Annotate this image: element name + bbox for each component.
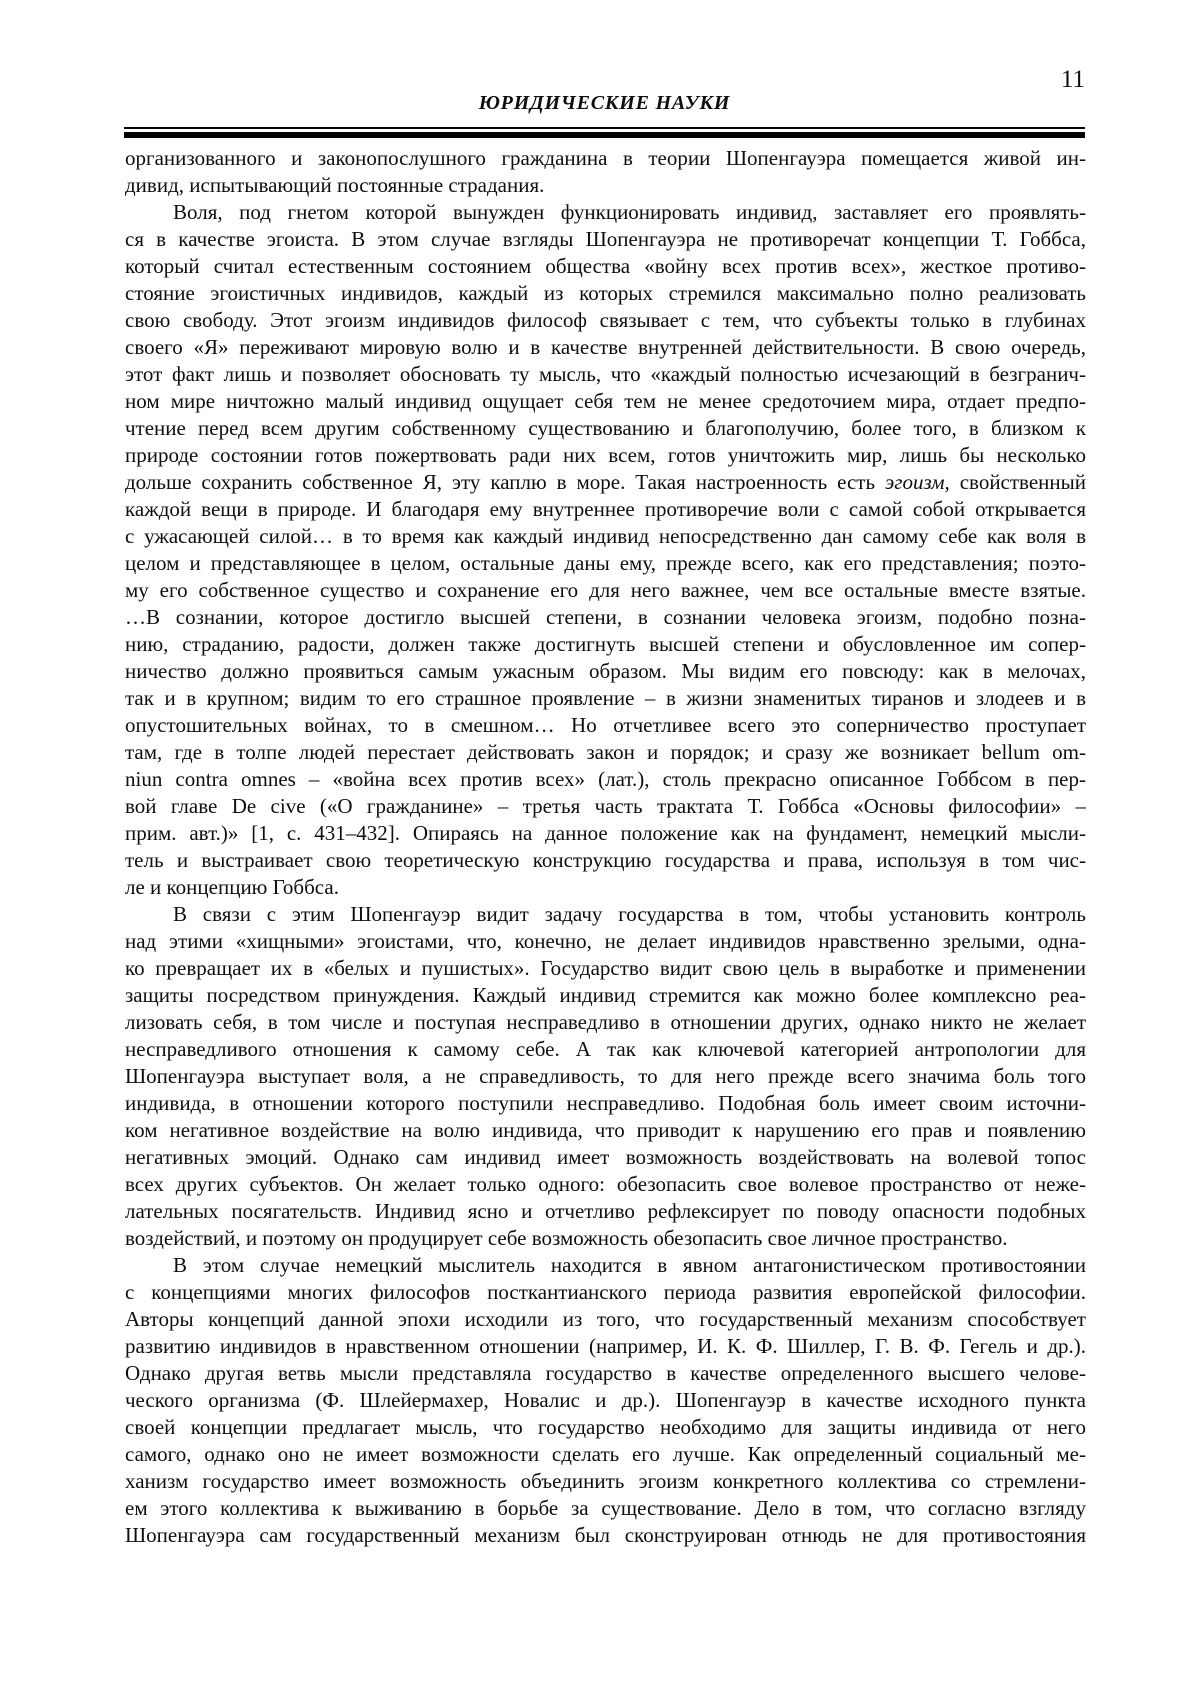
text-line: niun contra omnes – «война всех против всех» (лат.), столь прекрасно описанное Гоббсом в пер-: [125, 767, 1086, 791]
text-line: ком негативное воздействие на волю индивида, что приводит к нарушению его прав и появлению: [125, 1118, 1086, 1142]
text-line: ко превращает их в «белых и пушистых». Государство видит свою цель в выработке и применении: [125, 956, 1086, 980]
text-line: дивид, испытывающий постоянные страдания.: [125, 173, 545, 197]
text-line: ем этого коллектива к выживанию в борьбе за существование. Дело в том, что согласно взгляду: [125, 1496, 1086, 1520]
text-line: индивида, в отношении которого поступили несправедливо. Подобная боль имеет своим источни-: [125, 1091, 1086, 1115]
text-line: Авторы концепций данной эпохи исходили из того, что государственный механизм способствует: [125, 1307, 1086, 1331]
text-line: этот факт лишь и позволяет обосновать ту мысль, что «каждый полностью исчезающий в безгранич-: [125, 362, 1086, 386]
text-line: с ужасающей силой… в то время как каждый индивид непосредственно дан самому себе как воля в: [125, 524, 1086, 548]
header-rule: [124, 127, 1085, 138]
text-line: …В сознании, которое достигло высшей степени, в сознании человека эгоизм, подобно позна-: [125, 605, 1086, 629]
text-line: стояние эгоистичных индивидов, каждый из которых стремился максимально полно реализовать: [125, 281, 1086, 305]
text-line: своего «Я» переживают мировую волю и в качестве внутренней действительности. В свою очередь,: [125, 335, 1086, 359]
text-line: негативных эмоций. Однако сам индивид имеет возможность воздействовать на волевой топос: [125, 1145, 1086, 1169]
paragraph: [125, 199, 1086, 901]
section-header: ЮРИДИЧЕСКИЕ НАУКИ: [478, 92, 731, 114]
text-line: вой главе De cive («О гражданине» – третья часть трактата Т. Гоббса «Основы философии» –: [125, 794, 1086, 818]
text-line: воздействий, и поэтому он продуцирует себе возможность обезопасить свое личное пространство.: [125, 1226, 1008, 1250]
text-line: лательных посягательств. Индивид ясно и отчетливо рефлексирует по поводу опасности подобных: [125, 1199, 1086, 1223]
text-line: который считал естественным состоянием общества «войну всех против всех», жесткое противо-: [125, 254, 1086, 278]
header-rule-thick-line: [124, 132, 1085, 138]
paragraph: [125, 145, 1086, 199]
text-line: тель и выстраивает свою теоретическую конструкцию государства и права, используя в том чис-: [125, 848, 1086, 872]
text-line: Шопенгауэра выступает воля, а не справедливость, то для него прежде всего значима боль того: [125, 1064, 1086, 1088]
paragraph: [125, 1252, 1086, 1549]
text-line: своей концепции предлагает мысль, что государство необходимо для защиты индивида от него: [125, 1415, 1086, 1439]
text-line: несправедливого отношения к самому себе. А так как ключевой категорией антропологии для: [125, 1037, 1086, 1061]
text-line: прим. авт.)» [1, с. 431–432]. Опираясь на данное положение как на фундамент, немецкий мысли-: [125, 821, 1086, 845]
text-line: В этом случае немецкий мыслитель находится в явном антагонистическом противостоянии: [173, 1253, 1086, 1277]
text-line: дольше сохранить собственное Я, эту каплю в море. Такая настроенность есть эгоизм, свойственный: [125, 470, 1086, 494]
text-line: целом и представляющее в целом, остальные даны ему, прежде всего, как его представления; поэто-: [125, 551, 1086, 575]
text-line: самого, однако оно не имеет возможности сделать его лучше. Как определенный социальный ме-: [125, 1442, 1086, 1466]
text-line: каждой вещи в природе. И благодаря ему внутреннее противоречие воли с самой собой открывается: [125, 497, 1086, 521]
text-line: свою свободу. Этот эгоизм индивидов философ связывает с тем, что субъекты только в глубинах: [125, 308, 1086, 332]
header-rule-thin-line: [124, 127, 1085, 129]
text-line: ле и концепцию Гоббса.: [125, 875, 339, 899]
text-line: Однако другая ветвь мысли представляла государство в качестве определенного высшего челове-: [125, 1361, 1086, 1385]
text-line: там, где в толпе людей перестает действовать закон и порядок; и сразу же возникает bellum om-: [125, 740, 1086, 764]
text-line: чтение перед всем другим собственному существованию и благополучию, более того, в близком к: [125, 416, 1086, 440]
text-line: всех других субъектов. Он желает только одного: обезопасить свое волевое пространство от неже-: [125, 1172, 1086, 1196]
text-line: ничество должно проявиться самым ужасным образом. Мы видим его повсюду: как в мелочах,: [125, 659, 1086, 683]
text-line: Воля, под гнетом которой вынужден функционировать индивид, заставляет его проявлять-: [173, 200, 1086, 224]
text-line: организованного и законопослушного гражданина в теории Шопенгауэра помещается живой ин-: [125, 146, 1086, 170]
paragraph: [125, 901, 1086, 1252]
text-line: му его собственное существо и сохранение его для него важнее, чем все остальные вместе взятые.: [125, 578, 1086, 602]
text-line: природе состоянии готов пожертвовать ради них всем, готов уничтожить мир, лишь бы несколько: [125, 443, 1086, 467]
text-line: над этими «хищными» эгоистами, что, конечно, не делает индивидов нравственно зрелыми, одна-: [125, 929, 1086, 953]
text-line: опустошительных войнах, то в смешном… Но отчетливее всего это соперничество проступает: [125, 713, 1086, 737]
text-line: ся в качестве эгоиста. В этом случае взгляды Шопенгауэра не противоречат концепции Т. Гоббса,: [125, 227, 1086, 251]
text-line: ханизм государство имеет возможность объединить эгоизм конкретного коллектива со стремлени-: [125, 1469, 1086, 1493]
text-line: лизовать себя, в том числе и поступая несправедливо в отношении других, однако никто не желает: [125, 1010, 1086, 1034]
text-line: развитию индивидов в нравственном отношении (например, И. К. Ф. Шиллер, Г. В. Ф. Гегель и др.).: [125, 1334, 1086, 1358]
page-number: 11: [1060, 66, 1085, 93]
text-line: Шопенгауэра сам государственный механизм был сконструирован отнюдь не для противостояния: [125, 1523, 1086, 1547]
article-body: [125, 145, 1086, 1549]
text-line: В связи с этим Шопенгауэр видит задачу государства в том, чтобы установить контроль: [173, 902, 1086, 926]
text-line: с концепциями многих философов посткантианского периода развития европейской философии.: [125, 1280, 1086, 1304]
text-line: так и в крупном; видим то его страшное проявление – в жизни знаменитых тиранов и злодеев и в: [125, 686, 1086, 710]
text-line: ном мире ничтожно малый индивид ощущает себя тем не менее средоточием мира, отдает предпо-: [125, 389, 1086, 413]
text-line: защиты посредством принуждения. Каждый индивид стремится как можно более комплексно реа-: [125, 983, 1086, 1007]
text-line: ческого организма (Ф. Шлейермахер, Новалис и др.). Шопенгауэр в качестве исходного пункта: [125, 1388, 1086, 1412]
text-line: нию, страданию, радости, должен также достигнуть высшей степени и обусловленное им сопер-: [125, 632, 1086, 656]
